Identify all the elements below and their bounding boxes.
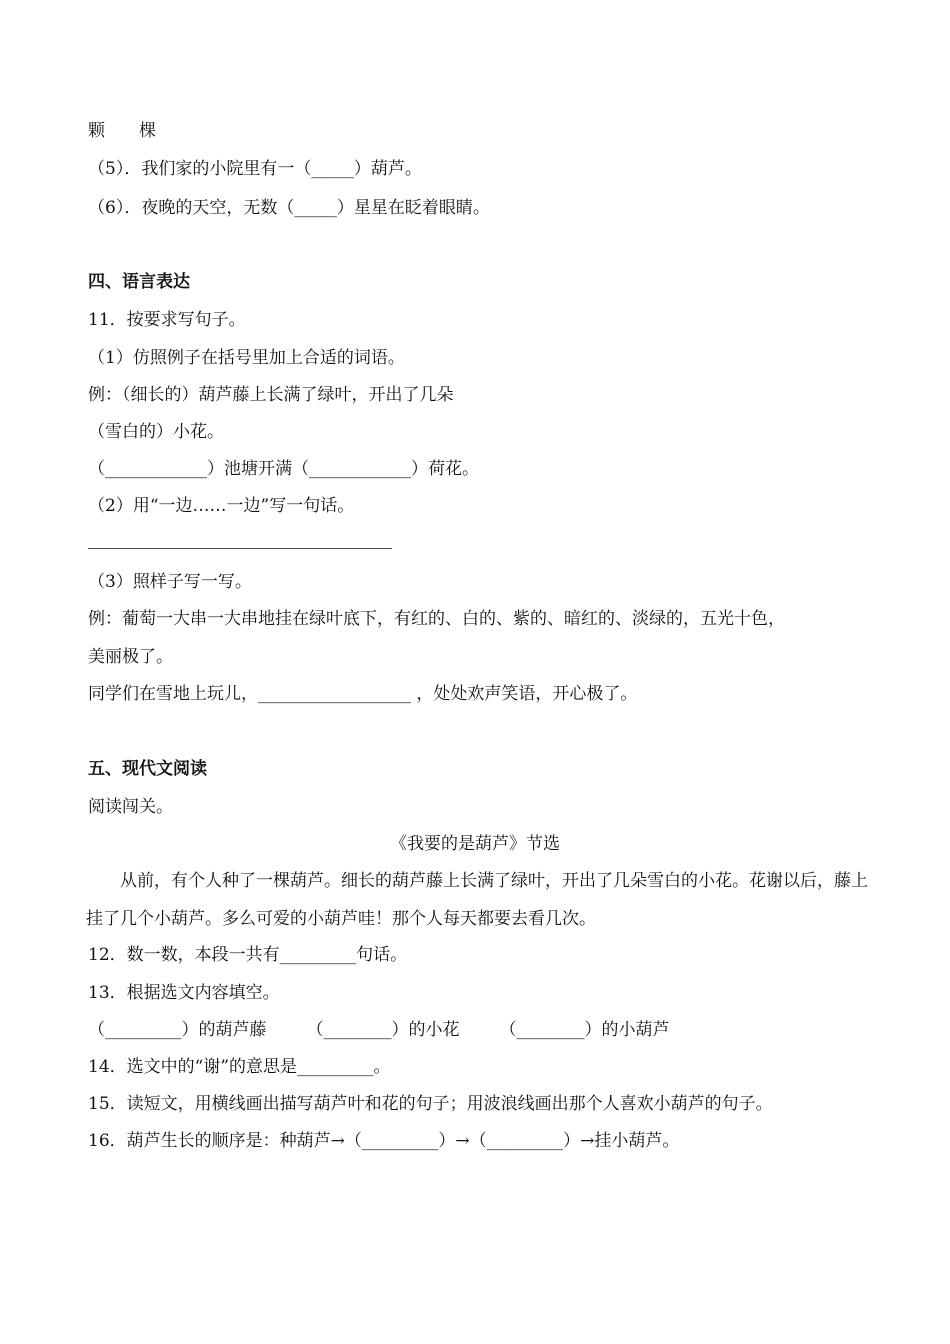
passage-title: 《我要的是葫芦》节选 xyxy=(390,834,560,854)
question-13: 13．根据选文内容填空。 xyxy=(88,983,280,1003)
example-1-line-a: 例：（细长的）葫芦藤上长满了绿叶，开出了几朵 xyxy=(88,385,454,405)
example-1-line-b: （雪白的）小花。 xyxy=(88,422,224,442)
answer-line xyxy=(88,548,392,549)
blank-gourd: （________）的小葫芦 xyxy=(499,1020,670,1040)
example-3-line-a: 例：葡萄一大串一大串地挂在绿叶底下，有红的、白的、紫的、暗红的、淡绿的，五光十色， xyxy=(88,609,785,629)
fill-blank-3: 同学们在雪地上玩儿，__________________ ，处处欢声笑语，开心极了。 xyxy=(88,684,638,704)
fill-blank-1: （____________）池塘开满（____________）荷花。 xyxy=(88,459,479,479)
question-16: 16．葫芦生长的顺序是：种葫芦→（_________）→（_________）→挂小葫芦。 xyxy=(88,1131,680,1151)
question-14: 14．选文中的“谢”的意思是_________。 xyxy=(88,1057,391,1077)
blank-vine: （_________）的葫芦藤 xyxy=(88,1020,267,1040)
blank-flower: （________）的小花 xyxy=(306,1020,460,1040)
question-5: （5）．我们家的小院里有一（_____）葫芦。 xyxy=(88,159,422,179)
section-heading-4: 四、语言表达 xyxy=(88,272,190,292)
question-13-blanks xyxy=(88,1018,890,1042)
question-11: 11．按要求写句子。 xyxy=(88,310,246,330)
question-6: （6）．夜晚的天空，无数（_____）星星在眨着眼睛。 xyxy=(88,198,490,218)
reading-intro: 阅读闯关。 xyxy=(88,797,173,817)
choice-words: 颗 棵 xyxy=(88,121,156,141)
example-3-line-b: 美丽极了。 xyxy=(88,647,173,667)
sub-question-3: （3）照样子写一写。 xyxy=(88,572,252,592)
sub-question-2: （2）用“一边……一边”写一句话。 xyxy=(88,496,355,516)
passage-text: 从前，有个人种了一棵葫芦。细长的葫芦藤上长满了绿叶，开出了几朵雪白的小花。花谢以后，藤上挂了几个小葫芦。多么可爱的小葫芦哇！那个人每天都要去看几次。 xyxy=(86,871,868,929)
question-12: 12．数一数，本段一共有_________句话。 xyxy=(88,945,408,965)
section-heading-5: 五、现代文阅读 xyxy=(88,759,207,779)
question-15: 15．读短文，用横线画出描写葫芦叶和花的句子；用波浪线画出那个人喜欢小葫芦的句子。 xyxy=(88,1094,773,1114)
sub-question-1: （1）仿照例子在括号里加上合适的词语。 xyxy=(88,348,405,368)
